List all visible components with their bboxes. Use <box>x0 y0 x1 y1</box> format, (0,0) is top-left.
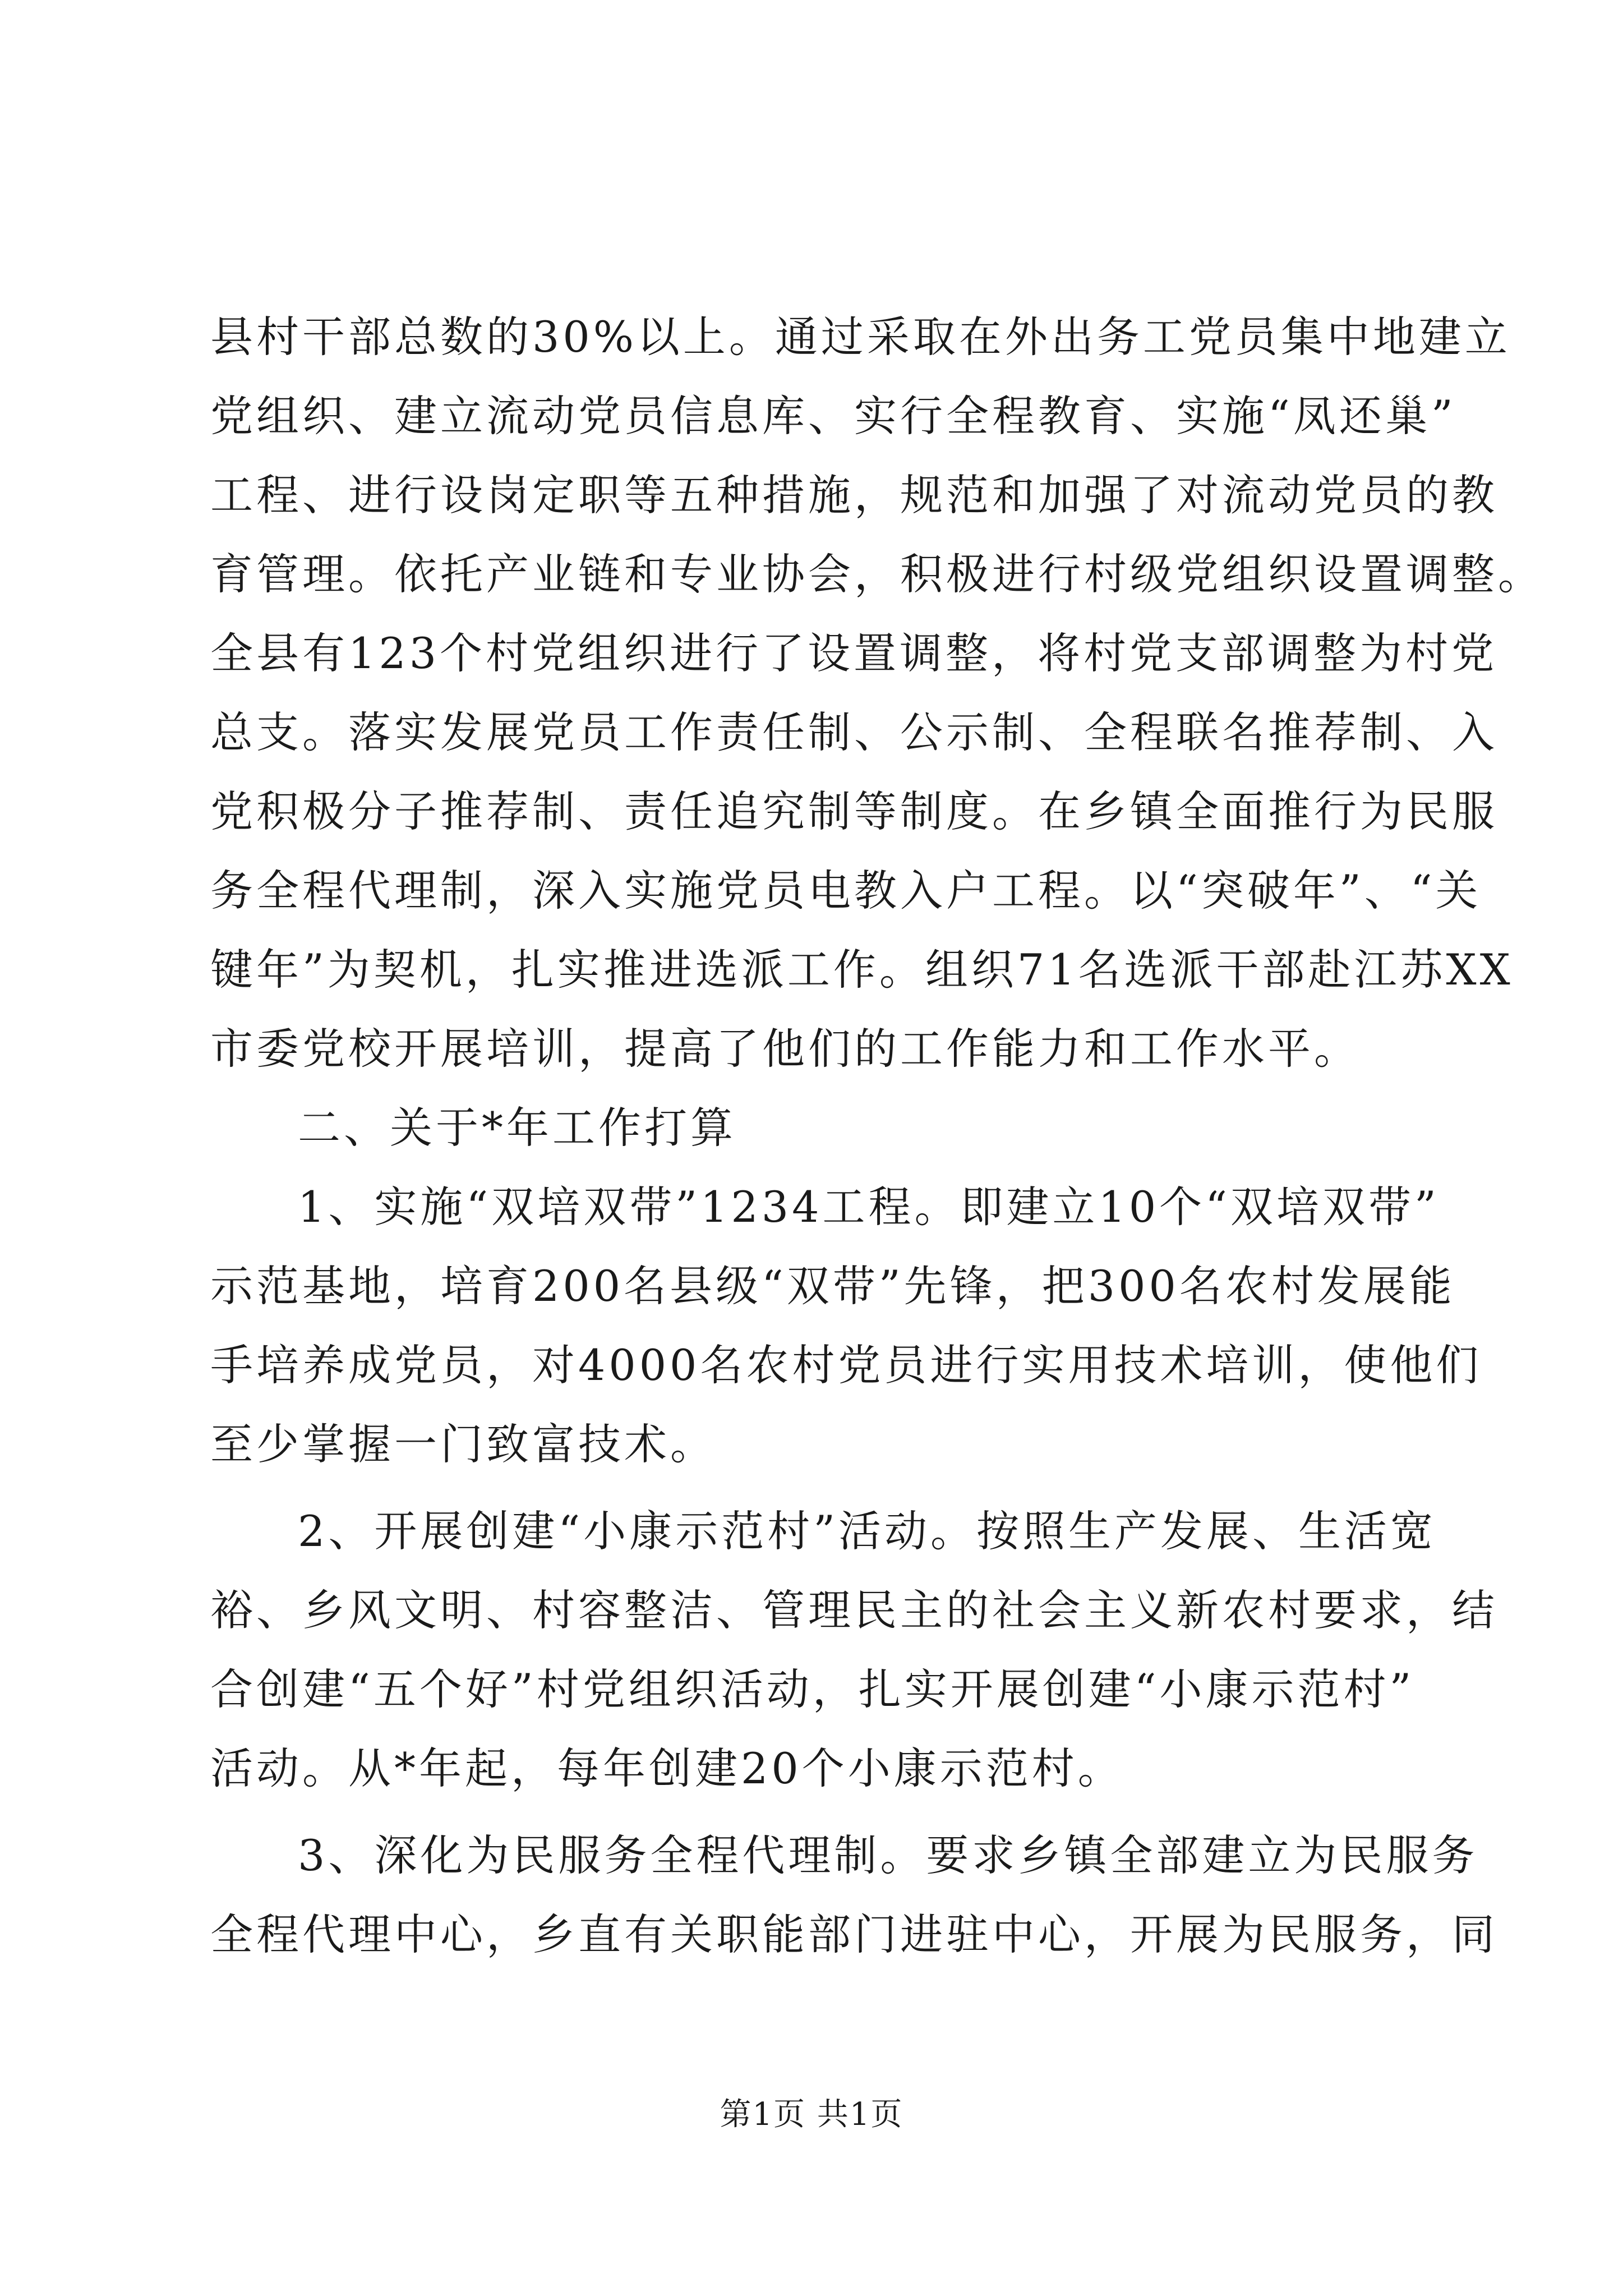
text-line: 键年”为契机，扎实推进选派工作。组织71名选派干部赴江苏XX <box>210 945 1514 995</box>
page-footer: 第1页 共1页 <box>720 2096 903 2133</box>
text-line: 合创建“五个好”村党组织活动，扎实开展创建“小康示范村” <box>210 1664 1415 1714</box>
text-line: 1、实施“双培双带”1234工程。即建立10个“双培双带” <box>298 1182 1440 1232</box>
text-line: 2、开展创建“小康示范村”活动。按照生产发展、生活宽 <box>298 1506 1437 1556</box>
section-heading: 二、关于*年工作打算 <box>298 1103 736 1153</box>
text-line: 市委党校开展培训，提高了他们的工作能力和工作水平。 <box>210 1024 1360 1074</box>
text-line: 示范基地，培育200名县级“双带”先锋，把300名农村发展能 <box>210 1261 1455 1311</box>
text-line: 全程代理中心，乡直有关职能部门进驻中心，开展为民服务，同 <box>210 1910 1498 1959</box>
text-line: 总支。落实发展党员工作责任制、公示制、全程联名推荐制、入 <box>210 707 1498 757</box>
text-line: 务全程代理制，深入实施党员电教入户工程。以“突破年”、“关 <box>210 866 1482 915</box>
text-line: 手培养成党员，对4000名农村党员进行实用技术培训，使他们 <box>210 1340 1482 1390</box>
text-line: 至少掌握一门致富技术。 <box>210 1419 716 1469</box>
text-line: 活动。从*年起，每年创建20个小康示范村。 <box>210 1743 1124 1793</box>
text-line: 育管理。依托产业链和专业协会，积极进行村级党组织设置调整。 <box>210 549 1544 599</box>
text-line: 3、深化为民服务全程代理制。要求乡镇全部建立为民服务 <box>298 1830 1478 1880</box>
text-line: 裕、乡风文明、村容整洁、管理民主的社会主义新农村要求，结 <box>210 1585 1498 1635</box>
text-line: 党组织、建立流动党员信息库、实行全程教育、实施“凤还巢” <box>210 391 1456 441</box>
text-line: 县村干部总数的30%以上。通过采取在外出务工党员集中地建立 <box>210 312 1511 362</box>
text-line: 全县有123个村党组织进行了设置调整，将村党支部调整为村党 <box>210 628 1498 678</box>
text-line: 党积极分子推荐制、责任追究制等制度。在乡镇全面推行为民服 <box>210 786 1498 836</box>
body-text <box>210 297 1544 1974</box>
text-line: 工程、进行设岗定职等五种措施，规范和加强了对流动党员的教 <box>210 470 1498 520</box>
